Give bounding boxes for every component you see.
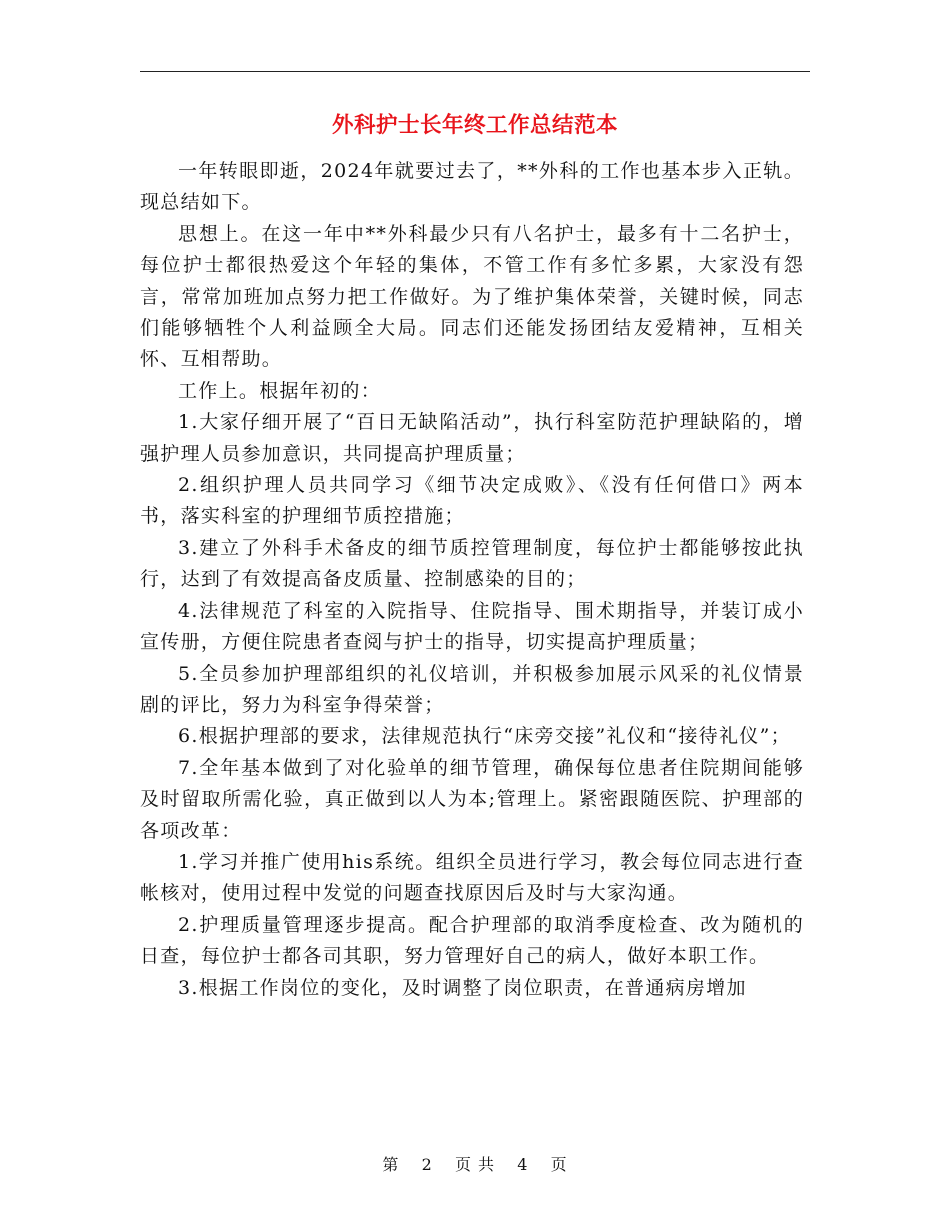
document-body bbox=[140, 156, 804, 1004]
page-footer bbox=[0, 1152, 950, 1175]
paragraph-work-item-7: 7.全年基本做到了对化验单的细节管理，确保每位患者住院期间能够及时留取所需化验，真正做到以人为本;管理上。紧密跟随医院、护理部的各项改革： bbox=[140, 756, 804, 842]
paragraph-work-heading: 工作上。根据年初的： bbox=[178, 379, 382, 402]
paragraph-work-item-4: 4.法律规范了科室的入院指导、住院指导、围术期指导，并装订成小宣传册，方便住院患者查阅与护士的指导，切实提高护理质量； bbox=[140, 599, 804, 654]
footer-total-pages: 4 bbox=[517, 1155, 529, 1174]
document-title: 外科护士长年终工作总结范本 bbox=[331, 113, 618, 138]
paragraph-management-item-1: 1.学习并推广使用his系统。组织全员进行学习，教会每位同志进行查帐核对，使用过程中发觉的问题查找原因后及时与大家沟通。 bbox=[140, 850, 804, 905]
paragraph-thinking: 思想上。在这一年中**外科最少只有八名护士，最多有十二名护士，每位护士都很热爱这个年轻的集体，不管工作有多忙多累，大家没有怨言，常常加班加点努力把工作做好。为了维护集体荣誉，关键时候，同志们能够牺牲个人利益顾全大局。同志们还能发扬团结友爱精神，互相关怀、互相帮助。 bbox=[140, 222, 804, 371]
header-rule bbox=[140, 71, 810, 72]
paragraph-management-item-3: 3.根据工作岗位的变化，及时调整了岗位职责，在普通病房增加 bbox=[178, 976, 747, 999]
paragraph-work-item-6: 6.根据护理部的要求，法律规范执行“床旁交接”礼仪和“接待礼仪”； bbox=[178, 725, 791, 748]
footer-suffix: 页 bbox=[550, 1155, 568, 1174]
footer-middle: 页 共 bbox=[454, 1155, 496, 1174]
paragraph-work-item-2: 2.组织护理人员共同学习《细节决定成败》、《没有任何借口》两本书，落实科室的护理细节质控措施； bbox=[140, 474, 804, 528]
paragraph-management-item-2: 2.护理质量管理逐步提高。配合护理部的取消季度检查、改为随机的日查，每位护士都各司其职，努力管理好自己的病人，做好本职工作。 bbox=[140, 913, 804, 968]
paragraph-intro: 一年转眼即逝，2024年就要过去了，**外科的工作也基本步入正轨。现总结如下。 bbox=[140, 160, 804, 214]
paragraph-work-item-5: 5.全员参加护理部组织的礼仪培训，并积极参加展示风采的礼仪情景剧的评比，努力为科室争得荣誉； bbox=[140, 662, 804, 716]
paragraph-work-item-3: 3.建立了外科手术备皮的细节质控管理制度，每位护士都能够按此执行，达到了有效提高备皮质量、控制感染的目的； bbox=[140, 536, 804, 591]
footer-prefix: 第 bbox=[382, 1155, 400, 1174]
footer-page-number: 2 bbox=[421, 1155, 433, 1174]
paragraph-work-item-1: 1.大家仔细开展了“百日无缺陷活动”，执行科室防范护理缺陷的，增强护理人员参加意识，共同提高护理质量； bbox=[140, 411, 804, 465]
